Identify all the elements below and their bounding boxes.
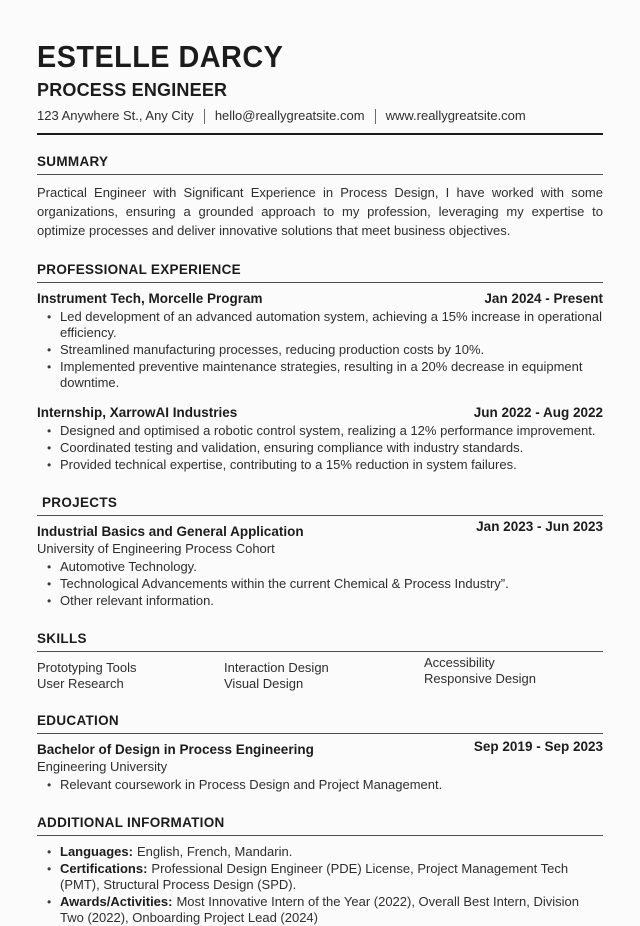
summary-paragraph: Practical Engineer with Significant Experience in Process Design, I have worked with some organizations, ensuring a grounded approach to my profession, leveraging my expertise to optimize processes and deliver innovative solutions that meet business objectives.: [37, 185, 603, 238]
education-bullet-list: [37, 777, 603, 793]
project-subtitle: University of Engineering Process Cohort: [37, 541, 275, 556]
skills-column: [224, 660, 424, 691]
project-entry: [37, 519, 603, 609]
section-summary: [37, 154, 603, 240]
skill-item: Visual Design: [224, 675, 304, 691]
job-bullet-list: [37, 309, 603, 391]
project-dates: Jan 2023 - Jun 2023: [476, 519, 603, 534]
additional-info-heading: ADDITIONAL INFORMATION: [37, 815, 603, 836]
contact-address: 123 Anywhere St., Any City: [37, 108, 194, 123]
bullet-item: • Technological Advancements within the current Chemical & Process Industry”.: [60, 576, 603, 592]
degree-title: Bachelor of Design in Process Engineering: [37, 742, 314, 757]
job-title: Instrument Tech, Morcelle Program: [37, 291, 263, 306]
skill-item: User Research: [37, 675, 124, 691]
bullet-item: • Other relevant information.: [60, 593, 603, 609]
bullet-item: • Streamlined manufacturing processes, reducing production costs by 10%.: [60, 342, 603, 358]
section-experience: [37, 262, 603, 473]
bullet-item: • Provided technical expertise, contributing to a 15% reduction in system failures.: [60, 457, 603, 473]
section-skills: [37, 631, 603, 691]
school-name: Engineering University: [37, 759, 168, 774]
skill-item: Accessibility: [424, 655, 495, 670]
experience-entry: [37, 405, 603, 473]
section-projects: [37, 495, 603, 609]
skills-heading: SKILLS: [37, 631, 603, 652]
bullet-item: • Coordinated testing and validation, ensuring compliance with industry standards.: [60, 440, 603, 456]
education-entry: [37, 739, 603, 793]
contact-divider: [204, 109, 205, 124]
person-name: ESTELLE DARCY: [37, 39, 284, 74]
info-text: English, French, Mandarin.: [136, 844, 293, 859]
bullet-item: • Implemented preventive maintenance strategies, resulting in a 20% decrease in equipment downtime.: [60, 359, 603, 391]
section-additional-info: [37, 815, 603, 926]
projects-heading: PROJECTS: [37, 495, 603, 516]
project-entry-header: [37, 519, 603, 540]
experience-entry-header: [37, 291, 603, 307]
info-text: Most Innovative Intern of the Year (2022), Overall Best Intern, Division Two (2022), Onboarding Project Lead (2024): [60, 894, 579, 925]
project-title: Industrial Basics and General Application: [37, 524, 304, 539]
education-entry-header: [37, 739, 603, 758]
person-title: PROCESS ENGINEER: [37, 80, 228, 100]
experience-entry: [37, 291, 603, 391]
resume-header: [37, 39, 603, 135]
summary-heading: SUMMARY: [37, 154, 603, 175]
experience-heading: PROFESSIONAL EXPERIENCE: [37, 262, 603, 283]
job-dates: Jun 2022 - Aug 2022: [473, 405, 603, 420]
skills-column: [37, 660, 224, 691]
bullet-item: • Led development of an advanced automation system, achieving a 15% increase in operational efficiency.: [60, 309, 603, 341]
bullet-item: [60, 844, 603, 860]
project-bullet-list: [37, 559, 603, 609]
info-text: Professional Design Engineer (PDE) License, Project Management Tech (PMT), Structural Process Design (SPD).: [60, 861, 569, 892]
education-dates: Sep 2019 - Sep 2023: [473, 739, 603, 754]
job-title: Internship, XarrowAI Industries: [37, 405, 238, 420]
bullet-item: • Automotive Technology.: [60, 559, 603, 575]
info-label: Certifications:: [60, 861, 148, 876]
education-heading: EDUCATION: [37, 713, 603, 734]
additional-info-list: [37, 844, 603, 926]
skill-item: Interaction Design: [224, 660, 329, 675]
contact-email: hello@reallygreatsite.com: [214, 108, 365, 123]
contact-website: www.reallygreatsite.com: [385, 108, 526, 123]
experience-entry-header: [37, 405, 603, 421]
bullet-item: • Designed and optimised a robotic control system, realizing a 12% performance improvement.: [60, 423, 603, 439]
skills-grid: [37, 655, 603, 691]
section-education: [37, 713, 603, 793]
bullet-item: [60, 894, 603, 926]
contact-row: [37, 108, 603, 124]
bullet-item: • Relevant coursework in Process Design and Project Management.: [60, 777, 603, 793]
info-label: Awards/Activities:: [60, 894, 173, 909]
contact-divider: [375, 109, 376, 124]
skills-column: [424, 655, 536, 691]
header-divider-rule: [37, 133, 603, 135]
skill-item: Responsive Design: [424, 670, 537, 686]
skill-item: Prototyping Tools: [37, 660, 137, 675]
job-dates: Jan 2024 - Present: [484, 291, 603, 306]
info-label: Languages:: [60, 844, 133, 859]
bullet-item: [60, 861, 603, 893]
job-bullet-list: [37, 423, 603, 473]
